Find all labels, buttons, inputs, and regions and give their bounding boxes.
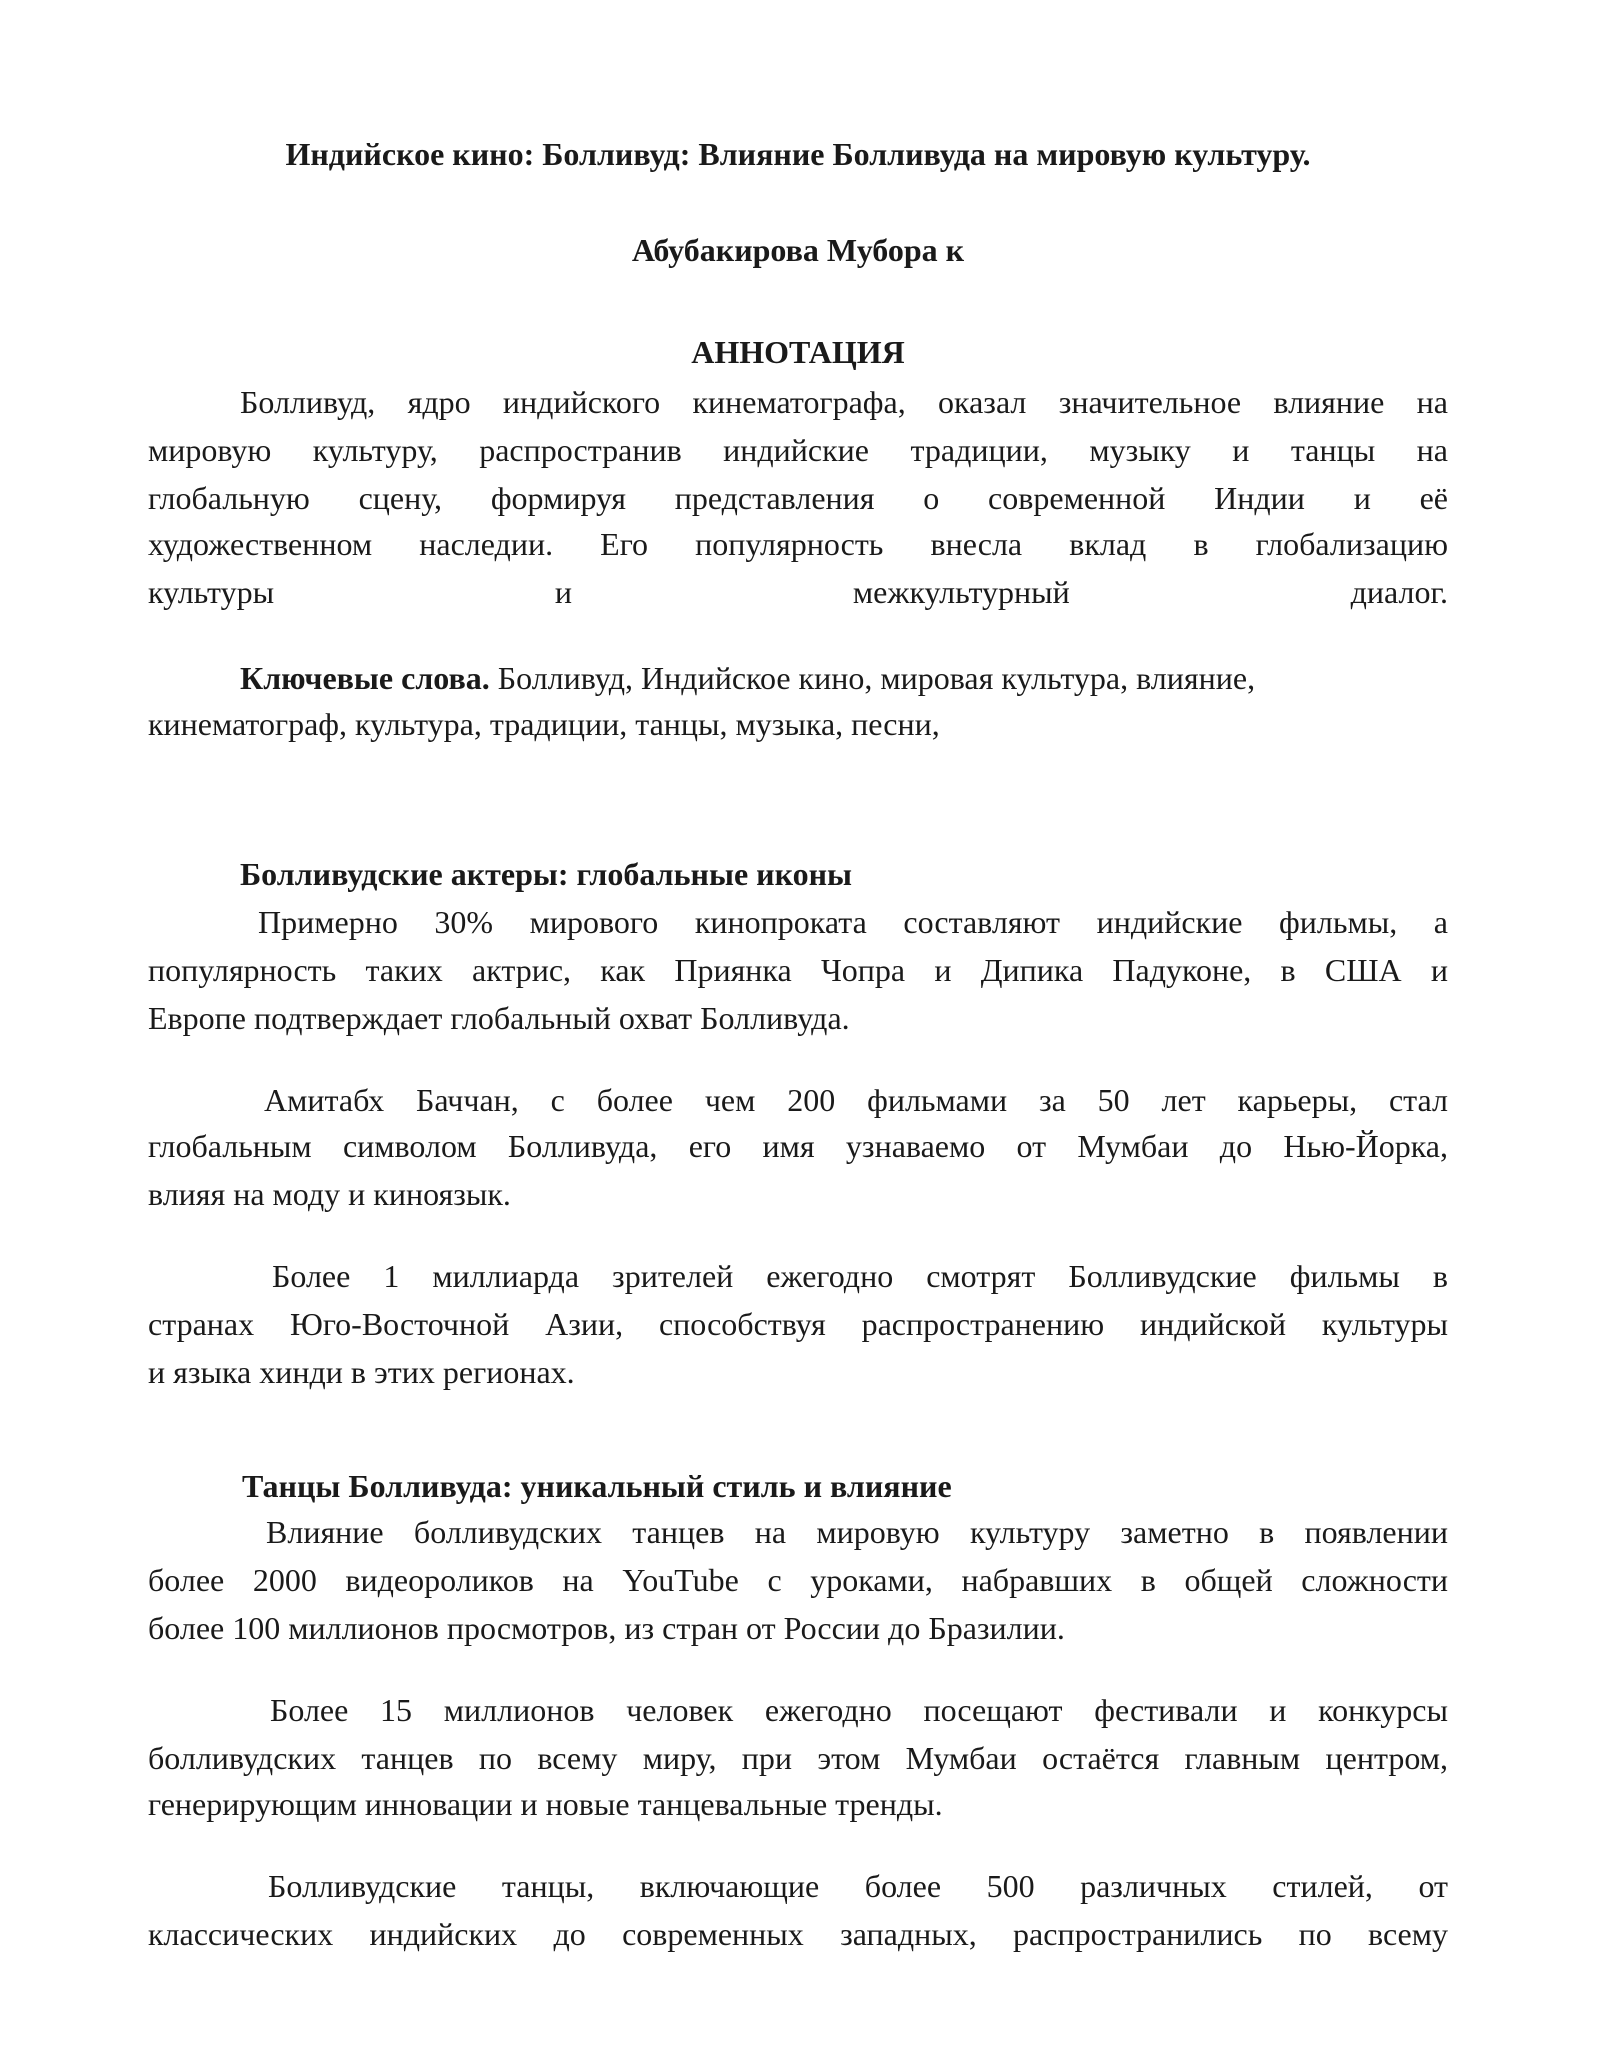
document-title: Индийское кино: Болливуд: Влияние Болливуда на мировую культуру. (285, 136, 1311, 172)
keywords-label: Ключевые слова. (240, 660, 490, 696)
paragraph-line: популярность таких актрис, как Приянка Чопра и Дипика Падуконе, в США и (148, 952, 1448, 988)
author-name: Абубакирова Мубора к (631, 232, 965, 268)
keywords-line (240, 654, 1448, 702)
paragraph-line: Более 15 миллионов человек ежегодно посещают фестивали и конкурсы (270, 1692, 1448, 1728)
keywords-text: Болливуд, Индийское кино, мировая культура, влияние, (489, 660, 1256, 696)
paragraph-line: Влияние болливудских танцев на мировую культуру заметно в появлении (266, 1514, 1448, 1550)
paragraph-line: странах Юго-Восточной Азии, способствуя распространению индийской культуры (148, 1306, 1448, 1342)
paragraph-line: болливудских танцев по всему миру, при этом Мумбаи остаётся главным центром, (148, 1740, 1448, 1776)
annotation-line: художественном наследии. Его популярность внесла вклад в глобализацию (148, 526, 1448, 562)
paragraph-line: Примерно 30% мирового кинопроката составляют индийские фильмы, а (258, 904, 1448, 940)
paragraph-line: Более 1 миллиарда зрителей ежегодно смотрят Болливудские фильмы в (272, 1258, 1448, 1294)
annotation-line: мировую культуру, распространив индийские традиции, музыку и танцы на (148, 432, 1448, 468)
section-heading: Болливудские актеры: глобальные иконы (240, 856, 853, 892)
annotation-line: глобальную сцену, формируя представления о современной Индии и её (148, 480, 1448, 516)
paragraph-line: классических индийских до современных западных, распространились по всему (148, 1916, 1448, 1952)
paragraph-line: Болливудские танцы, включающие более 500 различных стилей, от (268, 1868, 1448, 1904)
paragraph-line: более 100 миллионов просмотров, из стран от России до Бразилии. (148, 1610, 1065, 1646)
annotation-line: культуры и межкультурный диалог. (148, 574, 1448, 610)
section-heading: Танцы Болливуда: уникальный стиль и влияние (242, 1468, 952, 1504)
paragraph-line: Европе подтверждает глобальный охват Болливуда. (148, 1000, 850, 1036)
paragraph-line: более 2000 видеороликов на YouTube с уроками, набравших в общей сложности (148, 1562, 1448, 1598)
annotation-line: Болливуд, ядро индийского кинематографа, оказал значительное влияние на (240, 384, 1448, 420)
annotation-heading: АННОТАЦИЯ (691, 334, 905, 370)
paragraph-line: Амитабх Баччан, с более чем 200 фильмами за 50 лет карьеры, стал (264, 1082, 1448, 1118)
paragraph-line: глобальным символом Болливуда, его имя узнаваемо от Мумбаи до Нью-Йорка, (148, 1128, 1448, 1164)
paragraph-line: и языка хинди в этих регионах. (148, 1354, 575, 1390)
keywords-line: кинематограф, культура, традиции, танцы, музыка, песни, (148, 706, 940, 742)
paragraph-line: влияя на моду и киноязык. (148, 1176, 511, 1212)
paragraph-line: генерирующим инновации и новые танцевальные тренды. (148, 1786, 943, 1822)
